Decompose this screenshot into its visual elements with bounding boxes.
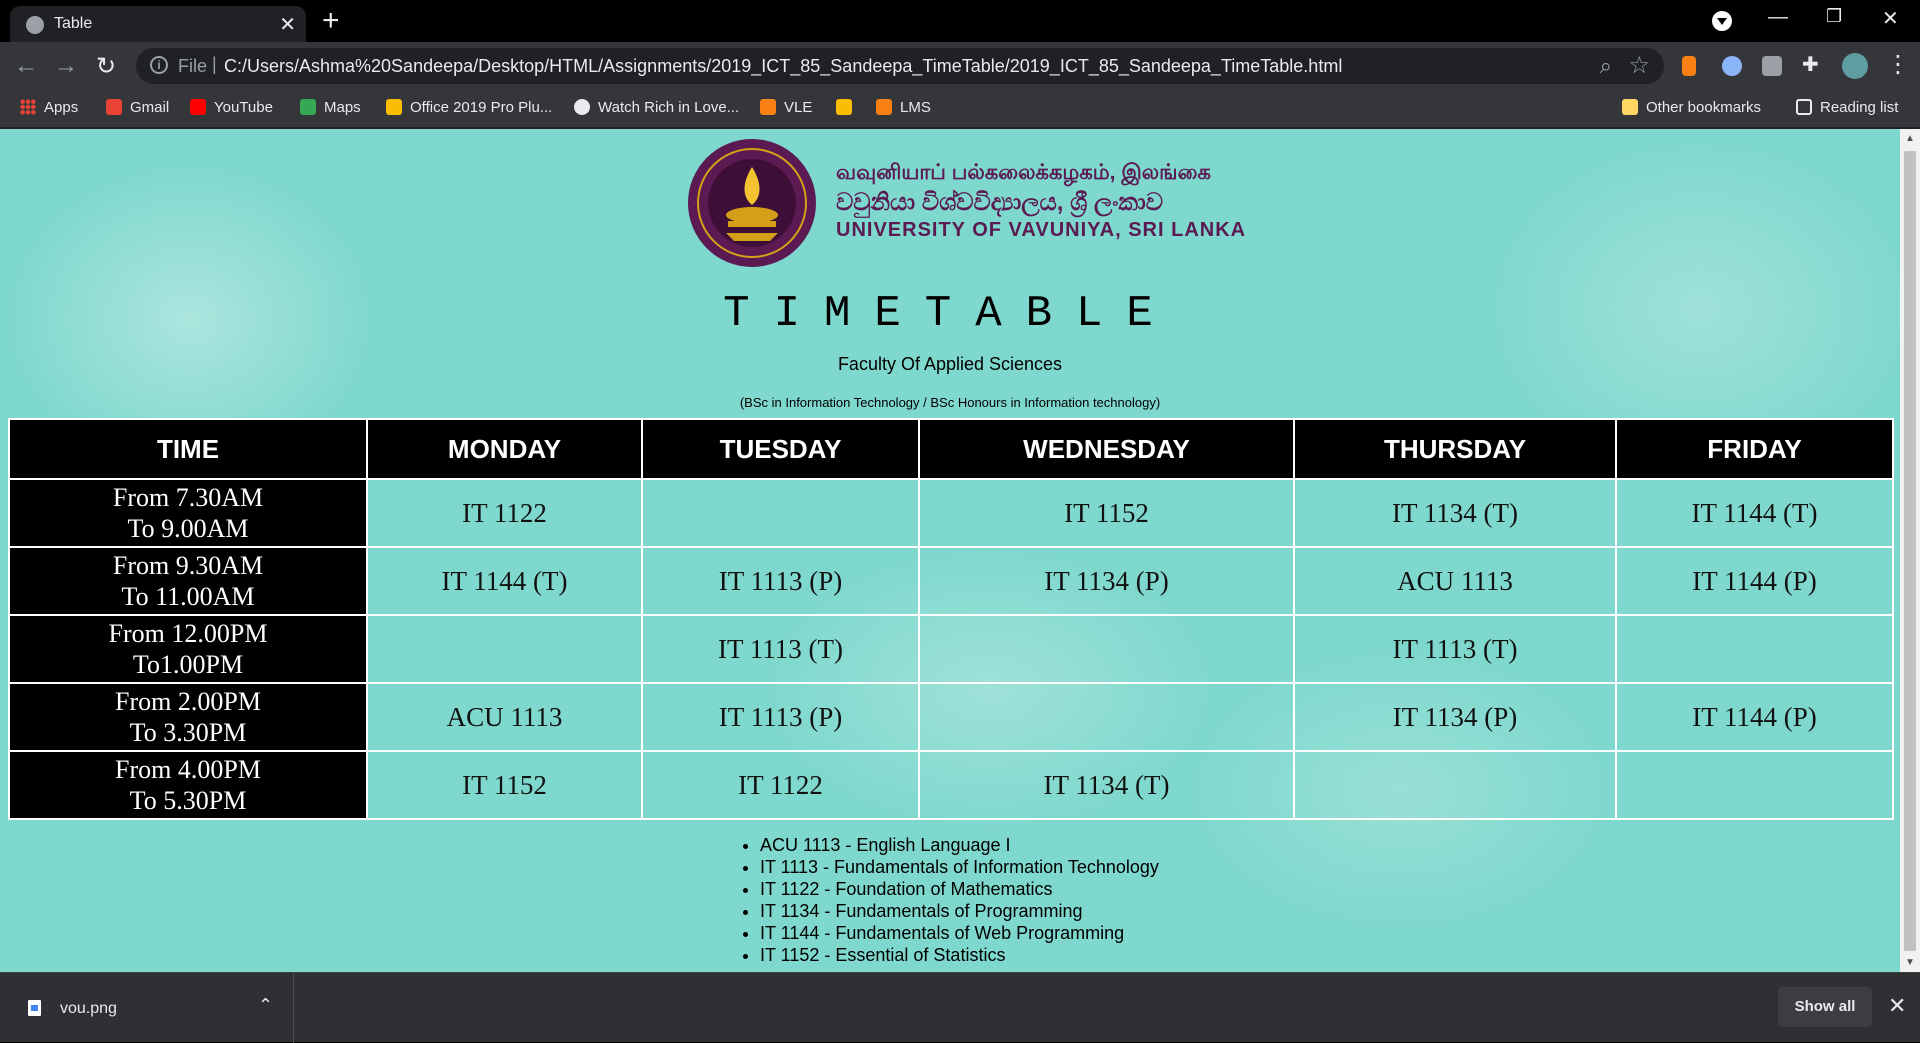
list-item: • IT 1113 - Fundamentals of Information Technology [760, 856, 1159, 878]
list-item: • IT 1152 - Essential of Statistics [760, 944, 1159, 966]
window-close-icon[interactable]: ✕ [1882, 8, 1899, 30]
table-cell: IT 1113 (P) [642, 683, 919, 751]
bookmark-youtube[interactable]: YouTube [190, 99, 273, 116]
globe-icon [574, 99, 590, 115]
list-item: • IT 1144 - Fundamentals of Web Programming [760, 922, 1159, 944]
extension-icon[interactable] [1682, 56, 1696, 76]
bookmark-apps[interactable]: Apps [20, 99, 78, 116]
time-cell: From 9.30AM To 11.00AM [9, 547, 367, 615]
column-header: FRIDAY [1616, 419, 1893, 479]
bookmark-vle[interactable]: VLE [760, 99, 812, 116]
table-cell [1294, 751, 1616, 819]
timetable [8, 418, 1894, 820]
table-cell: IT 1122 [642, 751, 919, 819]
reading-list[interactable]: Reading list [1796, 99, 1898, 116]
extension-icon[interactable] [1722, 56, 1742, 76]
new-tab-icon[interactable]: + [322, 4, 340, 37]
bookmark-office[interactable]: Office 2019 Pro Plu... [386, 99, 552, 116]
table-cell [919, 683, 1294, 751]
time-cell: From 2.00PM To 3.30PM [9, 683, 367, 751]
address-scheme: File [178, 56, 208, 76]
column-header: MONDAY [367, 419, 642, 479]
address-separator: | [212, 54, 217, 74]
restore-icon[interactable]: ❐ [1826, 6, 1843, 26]
list-item: • IT 1134 - Fundamentals of Programming [760, 900, 1159, 922]
page-title: TIMETABLE [723, 289, 1177, 339]
table-header-row [9, 419, 1893, 479]
gmail-icon [106, 99, 122, 115]
download-filename: vou.png [60, 1000, 117, 1017]
table-cell: IT 1113 (T) [1294, 615, 1616, 683]
logo-sinhala: වවුනියා විශ්වවිද්‍යාලය, ශ්‍රී ලංකාව [836, 189, 1164, 216]
toolbar [0, 42, 1920, 90]
logo-english: UNIVERSITY OF VAVUNIYA, SRI LANKA [836, 219, 1247, 241]
globe-icon [26, 16, 44, 34]
table-row [9, 751, 1893, 819]
g-icon [386, 99, 402, 115]
course-legend [740, 834, 1159, 966]
bookmark-other[interactable]: Other bookmarks [1622, 99, 1761, 116]
bookmark-star-icon[interactable]: ☆ [1628, 52, 1650, 79]
time-cell: From 12.00PM To1.00PM [9, 615, 367, 683]
bookmark-gmail[interactable]: Gmail [106, 99, 169, 116]
download-item[interactable] [0, 973, 294, 1043]
table-cell: IT 1144 (P) [1616, 683, 1893, 751]
list-item: • IT 1122 - Foundation of Mathematics [760, 878, 1159, 900]
column-header: TUESDAY [642, 419, 919, 479]
time-cell: From 4.00PM To 5.30PM [9, 751, 367, 819]
tab-strip [0, 0, 1920, 42]
time-cell: From 7.30AM To 9.00AM [9, 479, 367, 547]
table-cell [367, 615, 642, 683]
table-row [9, 615, 1893, 683]
university-logo [686, 137, 1326, 277]
table-cell: ACU 1113 [1294, 547, 1616, 615]
forward-icon[interactable]: → [54, 52, 78, 79]
puzzle-icon[interactable]: ✚ [1802, 54, 1819, 76]
bookmark-lms[interactable]: LMS [876, 99, 931, 116]
table-cell: IT 1134 (T) [919, 751, 1294, 819]
scroll-down-icon[interactable]: ▼ [1905, 957, 1915, 968]
file-icon [28, 1000, 41, 1016]
table-row [9, 683, 1893, 751]
tab-active[interactable] [10, 6, 306, 42]
university-seal [686, 137, 818, 269]
faculty-name: Faculty Of Applied Sciences [837, 354, 1063, 374]
table-cell: IT 1113 (T) [642, 615, 919, 683]
bookmark-watch[interactable]: Watch Rich in Love... [574, 99, 739, 116]
address-bar[interactable] [136, 48, 1664, 84]
apps-grid-icon [20, 99, 36, 115]
extension-icon[interactable] [1762, 56, 1782, 76]
column-header: TIME [9, 419, 367, 479]
table-cell [919, 615, 1294, 683]
logo-tamil: வவுனியாப் பல்கலைக்கழகம், இலங்கை [836, 161, 1211, 184]
list-item: • ACU 1113 - English Language I [760, 834, 1159, 856]
bookmarks-bar [0, 90, 1920, 128]
table-cell: IT 1113 (P) [642, 547, 919, 615]
avatar[interactable] [1842, 53, 1868, 79]
moodle-icon [876, 99, 892, 115]
table-cell [1616, 615, 1893, 683]
minimize-icon[interactable]: — [1768, 6, 1788, 28]
info-icon[interactable]: i [150, 56, 168, 74]
table-row [9, 479, 1893, 547]
table-cell: IT 1134 (T) [1294, 479, 1616, 547]
table-cell: IT 1134 (P) [1294, 683, 1616, 751]
table-cell: ACU 1113 [367, 683, 642, 751]
page-viewport [0, 129, 1900, 972]
table-cell: IT 1122 [367, 479, 642, 547]
table-cell [642, 479, 919, 547]
moodle-icon [760, 99, 776, 115]
back-icon[interactable]: ← [14, 52, 38, 79]
table-cell: IT 1152 [919, 479, 1294, 547]
bookmark-maps[interactable]: Maps [300, 99, 361, 116]
degree-name: (BSc in Information Technology / BSc Honours in Information technology) [739, 395, 1161, 410]
tab-title: Table [54, 15, 93, 32]
zoom-icon[interactable]: ⌕ [1599, 53, 1612, 78]
classroom-icon [836, 99, 852, 115]
table-cell: IT 1152 [367, 751, 642, 819]
bookmark-classroom[interactable] [836, 99, 860, 116]
show-all-button[interactable]: Show all [1778, 987, 1872, 1027]
folder-icon [1622, 99, 1638, 115]
close-icon[interactable]: ✕ [1888, 993, 1907, 1018]
close-tab-icon[interactable]: ✕ [279, 14, 296, 36]
download-bar [0, 972, 1920, 1042]
column-header: THURSDAY [1294, 419, 1616, 479]
scroll-up-icon[interactable]: ▲ [1905, 133, 1915, 144]
table-row [9, 547, 1893, 615]
chevron-up-icon[interactable]: ⌃ [258, 995, 274, 1015]
address-url[interactable]: C:/Users/Ashma%20Sandeepa/Desktop/HTML/Assignments/2019_ICT_85_Sandeepa_TimeTable/2019_ICT_85_Sandeepa_TimeTable.html [224, 56, 1343, 76]
table-cell: IT 1134 (P) [919, 547, 1294, 615]
table-cell: IT 1144 (T) [1616, 479, 1893, 547]
youtube-icon [190, 99, 206, 115]
tab-search-icon[interactable] [1712, 11, 1732, 31]
reading-list-icon [1796, 99, 1812, 115]
table-cell: IT 1144 (T) [367, 547, 642, 615]
maps-icon [300, 99, 316, 115]
table-cell: IT 1144 (P) [1616, 547, 1893, 615]
scrollbar-thumb[interactable] [1904, 151, 1916, 951]
table-cell [1616, 751, 1893, 819]
column-header: WEDNESDAY [919, 419, 1294, 479]
vertical-scrollbar[interactable] [1900, 129, 1920, 972]
menu-icon[interactable]: ⋮ [1886, 51, 1910, 78]
reload-icon[interactable]: ↻ [96, 53, 117, 80]
